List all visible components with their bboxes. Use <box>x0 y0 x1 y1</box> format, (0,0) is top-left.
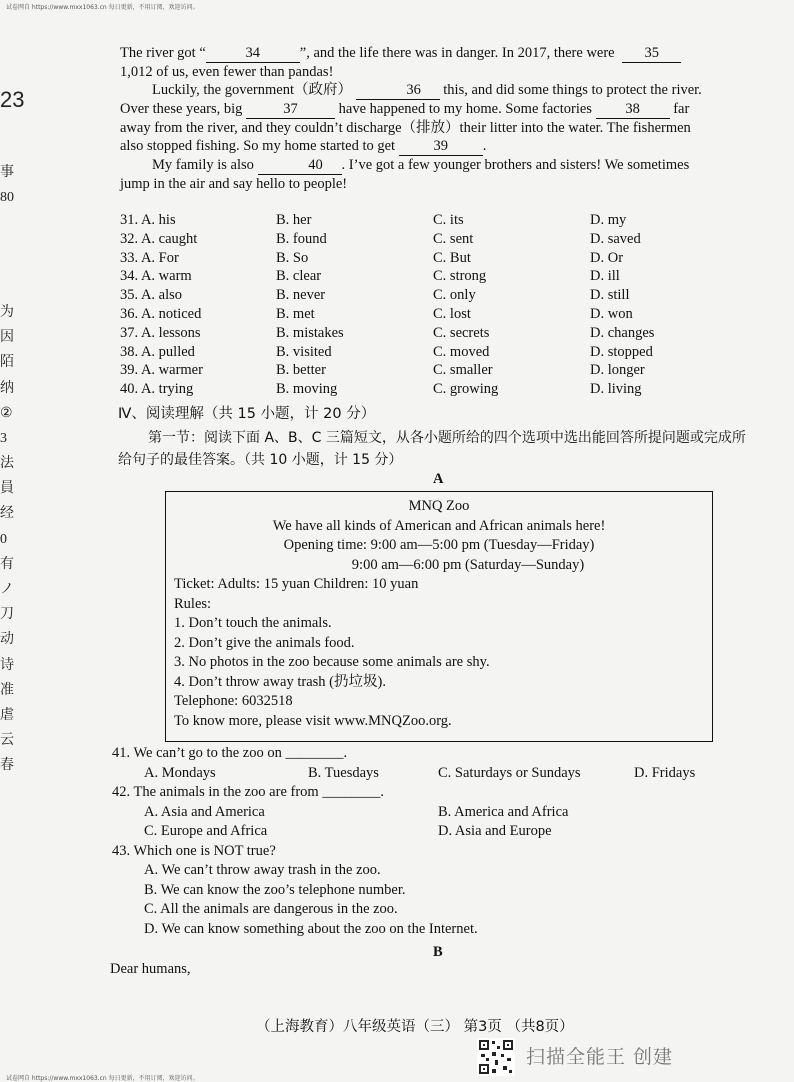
header-note: 试卷网自 https://www.mxx1063.cn 每日更新，不用订阅，欢迎访问。 <box>6 4 199 11</box>
option: B. mistakes <box>276 324 344 341</box>
blank-36: 36 <box>356 81 440 100</box>
option: 37. A. lessons <box>120 324 201 341</box>
blank-34: 34 <box>206 44 300 63</box>
option-row-31 <box>120 212 760 231</box>
option-row-40 <box>120 381 760 400</box>
option: B. So <box>276 249 309 266</box>
margin-char: 事 <box>0 164 14 180</box>
margin-char: 80 <box>0 189 14 205</box>
option: C. sent <box>433 230 474 247</box>
option: C. But <box>433 249 471 266</box>
passage-text: this, and did some things to protect the river. <box>443 82 702 98</box>
margin-char: 刀 <box>0 607 14 623</box>
option: B. found <box>276 230 327 247</box>
option: D. Or <box>590 249 624 266</box>
option: B. moving <box>276 381 338 398</box>
passage-text: . I’ve got a few younger brothers and sisters! We sometimes <box>341 157 690 173</box>
option: D. my <box>590 212 627 228</box>
website: To know more, please visit www.MNQZoo.org. <box>174 712 452 729</box>
option: D. won <box>590 305 633 322</box>
option: 40. A. trying <box>120 381 194 398</box>
instructions <box>118 427 758 471</box>
margin-char: 云 <box>0 733 14 749</box>
passage-label-b: B <box>433 944 443 960</box>
answer-option: D. Asia and Europe <box>438 823 552 839</box>
option: C. only <box>433 287 476 304</box>
blank-40: 40 <box>258 156 342 175</box>
margin-char: 为 <box>0 304 14 320</box>
option: B. better <box>276 362 326 379</box>
answer-option: C. Saturdays or Sundays <box>438 764 581 781</box>
passage-line: 1,012 of us, even fewer than pandas! <box>120 64 334 80</box>
option: 35. A. also <box>120 287 183 304</box>
option-row-39 <box>120 362 760 381</box>
answer-option: A. Asia and America <box>144 803 265 820</box>
passage-text: My family is also <box>152 157 254 173</box>
option: B. never <box>276 287 326 304</box>
passage-label-a: A <box>433 471 444 487</box>
rule-item: 4. Don’t throw away trash (扔垃圾). <box>174 673 386 690</box>
question-text: 42. The animals in the zoo are from ________. <box>112 784 384 800</box>
option-row-34 <box>120 268 760 287</box>
rule-item: 3. No photos in the zoo because some animals are shy. <box>174 654 490 670</box>
option: B. her <box>276 212 312 228</box>
answer-option: A. We can’t throw away trash in the zoo. <box>144 862 381 878</box>
answer-row <box>112 881 752 901</box>
blank-37: 37 <box>246 100 335 119</box>
passage-text: far <box>673 101 690 117</box>
option: 31. A. his <box>120 212 176 228</box>
margin-char: 法 <box>0 456 14 472</box>
margin-char: 准 <box>0 682 14 698</box>
option: D. still <box>590 287 630 304</box>
answer-option: B. America and Africa <box>438 803 569 820</box>
answer-option: D. Fridays <box>634 764 696 781</box>
margin-char: 23 <box>0 87 25 112</box>
margin-char: ノ <box>0 582 14 598</box>
answer-row <box>112 861 752 881</box>
rule-item: 2. Don’t give the animals food. <box>174 634 355 651</box>
option-row-33 <box>120 250 760 269</box>
answer-option: A. Mondays <box>144 764 216 781</box>
answer-option: D. We can know something about the zoo on the Internet. <box>144 920 478 937</box>
margin-char: 有 <box>0 556 14 572</box>
option: D. longer <box>590 362 645 379</box>
scanner-watermark: 扫描全能王 创建 <box>526 1046 674 1068</box>
option: C. moved <box>433 343 490 360</box>
margin-char: ② <box>0 405 13 421</box>
option: D. changes <box>590 324 655 341</box>
margin-char: 纳 <box>0 380 14 396</box>
option: 32. A. caught <box>120 230 198 247</box>
passage-text: ”, and the life there was in danger. In 2017, there were <box>299 45 615 61</box>
rule-item: 1. Don’t touch the animals. <box>174 615 332 631</box>
option-row-36 <box>120 306 760 325</box>
passage-text: also stopped fishing. So my home started to get <box>120 138 396 154</box>
zoo-intro: We have all kinds of American and African animals here! <box>272 517 606 534</box>
option-row-32 <box>120 231 760 250</box>
passage-text: . <box>482 138 487 154</box>
option: 33. A. For <box>120 249 179 266</box>
passage-line <box>120 137 750 156</box>
answer-option: B. We can know the zoo’s telephone number. <box>144 881 406 898</box>
option: B. clear <box>276 268 322 285</box>
qr-code-icon <box>477 1038 515 1076</box>
option: 38. A. pulled <box>120 343 195 360</box>
option: C. growing <box>433 381 499 398</box>
zoo-title: MNQ Zoo <box>408 498 470 514</box>
passage-text: have happened to my home. Some factories <box>338 101 592 117</box>
answer-row <box>112 900 752 920</box>
questions <box>112 744 752 939</box>
question-text: 41. We can’t go to the zoo on ________. <box>112 745 348 761</box>
option: C. its <box>433 212 464 228</box>
opening-weekend: 9:00 am—6:00 pm (Saturday—Sunday) <box>351 556 585 573</box>
question-43 <box>112 842 752 862</box>
answer-row <box>112 764 752 784</box>
margin-fragments <box>0 80 25 779</box>
option: B. met <box>276 305 315 322</box>
margin-char: 陌 <box>0 355 14 371</box>
option: 39. A. warmer <box>120 362 203 379</box>
option: C. secrets <box>433 324 490 341</box>
ticket-prices: Ticket: Adults: 15 yuan Children: 10 yuan <box>174 576 419 592</box>
passage-line <box>120 44 750 63</box>
answer-option: B. Tuesdays <box>308 764 379 781</box>
margin-char: 員 <box>0 481 14 497</box>
option: 36. A. noticed <box>120 305 202 322</box>
margin-char: 诗 <box>0 657 14 673</box>
question-42 <box>112 783 752 803</box>
option: D. stopped <box>590 343 653 360</box>
passage-line <box>120 100 750 119</box>
margin-char: 经 <box>0 506 14 522</box>
cloze-options <box>120 212 760 400</box>
passage-line <box>120 156 750 175</box>
margin-char: 0 <box>0 531 7 547</box>
footer-note: 试卷网自 https://www.mxx1063.cn 每日更新，不用订阅，欢迎访问。 <box>6 1075 199 1082</box>
option: C. lost <box>433 305 471 322</box>
option: D. saved <box>590 230 641 247</box>
passage-text: Over these years, big <box>120 101 243 117</box>
answer-row <box>112 920 752 940</box>
margin-char: 动 <box>0 632 14 648</box>
margin-char: 春 <box>0 758 14 774</box>
letter-greeting: Dear humans, <box>110 961 191 977</box>
option: B. visited <box>276 343 332 360</box>
answer-option: C. Europe and Africa <box>144 823 268 839</box>
rules-heading: Rules: <box>174 595 212 612</box>
instruction-text: 第一节：阅读下面 A、B、C 三篇短文，从各小题所给的四个选项中选出能回答所提问题或完成所给句子的最佳答案。（共 10 小题，计 15 分） <box>118 430 746 468</box>
option-row-38 <box>120 344 760 363</box>
cloze-passage <box>120 44 750 193</box>
option-row-35 <box>120 287 760 306</box>
passage-text: The river got “ <box>120 45 206 61</box>
answer-option: C. All the animals are dangerous in the zoo. <box>144 901 398 917</box>
page-footer: （上海教育）八年级英语（三） 第3页 （共8页） <box>256 1019 574 1035</box>
passage-line: jump in the air and say hello to people! <box>120 176 348 192</box>
margin-char: 3 <box>0 430 7 446</box>
option: D. living <box>590 381 642 398</box>
question-text: 43. Which one is NOT true? <box>112 842 276 859</box>
opening-weekday: Opening time: 9:00 am—5:00 pm (Tuesday—Friday) <box>283 537 595 553</box>
option: D. ill <box>590 268 620 285</box>
passage-line <box>120 81 750 100</box>
section-title: Ⅳ、阅读理解（共 15 小题，计 20 分） <box>118 406 376 422</box>
margin-char: 虐 <box>0 707 14 723</box>
blank-38: 38 <box>596 100 670 119</box>
blank-39: 39 <box>399 137 483 156</box>
option-row-37 <box>120 325 760 344</box>
answer-row <box>112 803 752 823</box>
blank-35: 35 <box>622 44 681 63</box>
option: C. smaller <box>433 362 493 379</box>
option: 34. A. warm <box>120 268 192 285</box>
option: C. strong <box>433 268 487 285</box>
zoo-notice <box>165 491 713 742</box>
answer-row <box>112 822 752 842</box>
margin-char: 因 <box>0 330 14 346</box>
question-41 <box>112 744 752 764</box>
passage-text: Luckily, the government（政府） <box>152 82 353 98</box>
passage-line: away from the river, and they couldn’t discharge（排放）their litter into the water. The fishermen <box>120 120 691 136</box>
telephone: Telephone: 6032518 <box>174 693 293 709</box>
